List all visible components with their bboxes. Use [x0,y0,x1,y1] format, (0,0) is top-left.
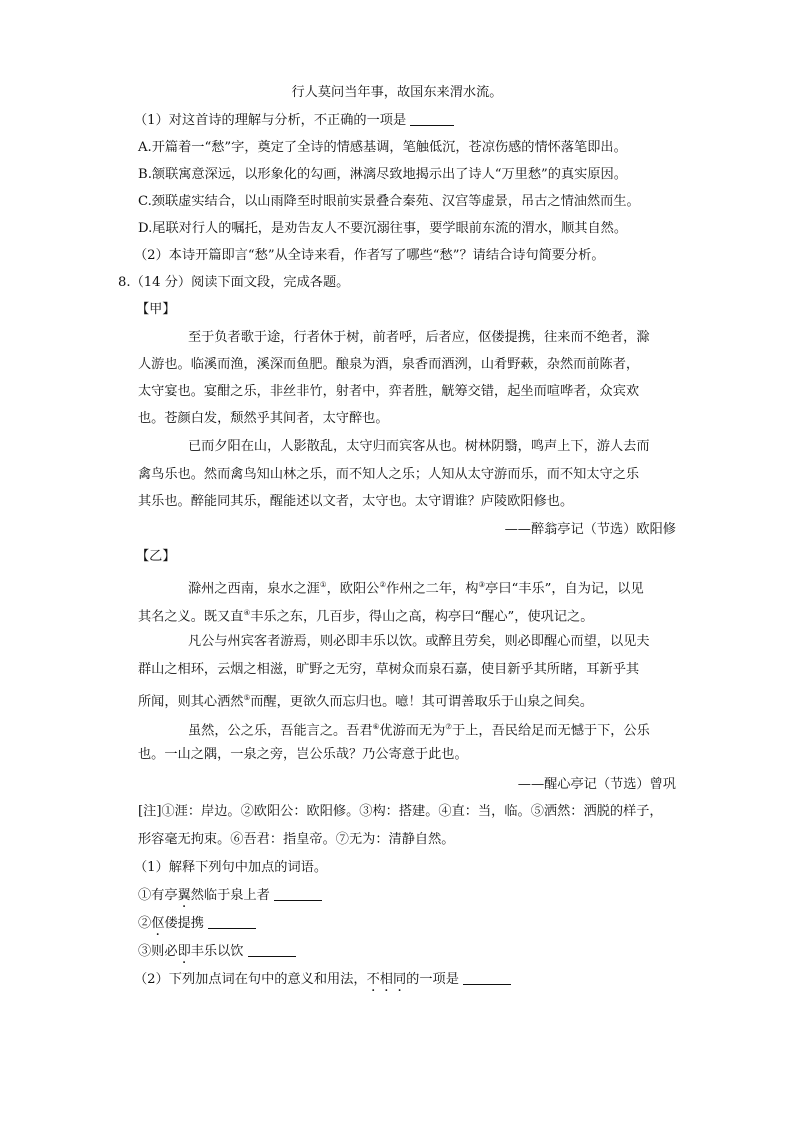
jia-line-7: 其乐也。醉能同其乐，醒能述以文者，太守也。太守谓谁？庐陵欧阳修也。 [138,494,574,509]
note-marker: ⑤ [243,693,251,702]
yi-label: 【乙】 [136,549,176,564]
q8-header: 8.（14 分）阅读下面文段，完成各题。 [118,275,350,290]
q7-sub1 [134,112,454,130]
jia-line-4: 也。苍颜白发，颓然乎其间者，太守醉也。 [138,411,389,426]
jia-label: 【甲】 [136,302,176,317]
note-line-1: [注]①涯：岸边。②欧阳公：欧阳修。③构：搭建。④直：当，临。⑤洒然：洒脱的样子， [138,804,663,819]
yi-line-7: 也。一山之隅，一泉之旁，岂公乐哉？乃公寄意于此也。 [138,747,468,762]
q8-item-2: ②伛偻提携 [138,915,256,933]
q8-item-3: ③则必即丰乐以饮 [138,943,296,961]
yi-line-6: 虽然，公之乐，吾能言之。吾君⑥优游而无为⑦于上，吾民给足而无憾于下，公乐 [188,722,650,739]
q7-option-a: A.开篇着一“愁”字，奠定了全诗的情感基调，笔触低沉，苍凉伤感的情怀落笔即出。 [138,140,627,155]
q8-sub2: （2）下列加点词在句中的意义和用法，不相同的一项是 [134,971,511,989]
answer-blank[interactable] [274,887,322,901]
note-marker: ⑦ [445,722,453,731]
note-marker: ③ [478,580,486,589]
yi-line-2: 其名之义。既又直④丰乐之东，几百步，得山之高，构亭曰“醒心”，使巩记之。 [138,608,594,625]
yi-line-4: 群山之相环，云烟之相滋，旷野之无穷，草树众而泉石嘉，使目新乎其所睹，耳新乎其 [138,662,640,677]
jia-line-5: 已而夕阳在山，人影散乱，太守归而宾客从也。树林阴翳，鸣声上下，游人去而 [188,439,650,454]
note-marker: ② [379,580,387,589]
jia-line-3: 太守宴也。宴酣之乐，非丝非竹，射者中，弈者胜，觥筹交错，起坐而喧哗者，众宾欢 [138,384,640,399]
answer-blank[interactable] [208,915,256,929]
answer-blank[interactable] [410,112,454,126]
yi-line-5: 所闻，则其心洒然⑤而醒，更欲久而忘归也。噫！其可谓善取乐于山泉之间矣。 [138,693,594,710]
note-marker: ⑥ [372,722,380,731]
dotted-word: 同 [392,972,407,987]
yi-line-3: 凡公与州宾客者游焉，则必即丰乐以饮。或醉且劳矣，则必即醒心而望，以见夫 [188,634,650,649]
q7-option-b: B.颔联寓意深远，以形象化的勾画，淋漓尽致地揭示出了诗人“万里愁”的真实原因。 [138,167,627,182]
dotted-word: 翼 [177,888,191,903]
q7-option-d: D.尾联对行人的嘱托，是劝告友人不要沉溺往事，要学眼前东流的渭水，顺其自然。 [138,221,628,236]
jia-line-1: 至于负者歌于途，行者休于树，前者呼，后者应，伛偻提携，往来而不绝者，滁 [188,330,650,345]
q8-sub1: （1）解释下列句中加点的词语。 [134,860,328,875]
note-line-2: 形容毫无拘束。⑥吾君：指皇帝。⑦无为：清静自然。 [138,832,455,847]
dotted-word: 即 [177,944,191,959]
answer-blank[interactable] [463,971,511,985]
q8-item-1: ①有亭翼然临于泉上者 [138,887,322,905]
dotted-word: 伛 [151,916,165,931]
note-marker: ④ [243,608,251,617]
q7-sub1-text: （1）对这首诗的理解与分析，不正确的一项是 [134,113,407,128]
q7-sub2: （2）本诗开篇即言“愁”从全诗来看，作者写了哪些“愁”？请结合诗句简要分析。 [134,248,605,263]
jia-line-6: 禽鸟乐也。然而禽鸟知山林之乐，而不知人之乐；人知从太守游而乐，而不知太守之乐 [138,467,640,482]
jia-source: ——醉翁亭记（节选）欧阳修 [504,522,676,537]
poem-last-line: 行人莫问当年事，故国东来渭水流。 [291,85,503,100]
dotted-word: 相 [379,972,393,987]
dotted-word: 不 [366,972,380,987]
yi-line-1: 滁州之西南，泉水之涯①，欧阳公②作州之二年，构③亭曰“丰乐”，自为记，以见 [188,580,644,597]
q7-option-c: C.颈联虚实结合，以山雨降至时眼前实景叠合秦苑、汉宫等虚景，吊古之情油然而生。 [138,194,640,209]
answer-blank[interactable] [248,943,296,957]
yi-source: ——醒心亭记（节选）曾巩 [517,777,676,792]
jia-line-2: 人游也。临溪而渔，溪深而鱼肥。酿泉为酒，泉香而酒洌，山肴野蔌，杂然而前陈者， [138,357,640,372]
note-marker: ① [319,580,327,589]
